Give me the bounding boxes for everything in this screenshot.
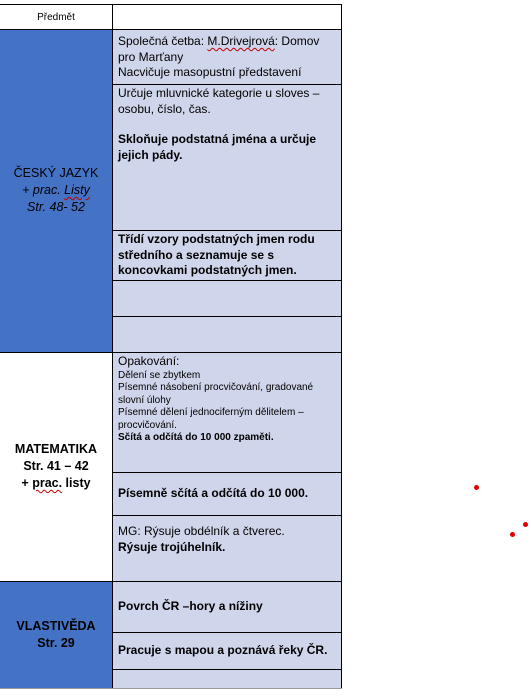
czech-pages: Str. 48- 52 bbox=[27, 200, 85, 214]
czech-worksheets: + prac. Listy bbox=[22, 183, 90, 197]
czech-reading-1: Společná četba: M.Drivejrová: Domov pro Marťany bbox=[118, 34, 320, 64]
red-dot-2 bbox=[523, 522, 528, 527]
history-title: VLASTIVĚDA bbox=[16, 618, 96, 633]
math-geometry-2: Rýsuje trojúhelník. bbox=[118, 539, 226, 554]
czech-nouns: Skloňuje podstatná jména a určuje jejich pády. bbox=[118, 132, 317, 162]
math-review-cell bbox=[112, 352, 341, 472]
red-dot-3 bbox=[510, 532, 515, 537]
red-dot-1 bbox=[474, 485, 479, 490]
math-review-heading: Opakování: bbox=[118, 354, 180, 368]
math-title: MATEMATIKA bbox=[14, 442, 98, 456]
math-review-4: Sčítá a odčítá do 10 000 zpaměti. bbox=[118, 432, 274, 443]
math-geometry-1: MG: Rýsuje obdélník a čtverec. bbox=[118, 524, 285, 538]
math-written-cell bbox=[112, 472, 341, 515]
history-surface-cell bbox=[112, 581, 341, 632]
czech-patterns-cell bbox=[112, 230, 341, 280]
math-worksheets: + prac. listy bbox=[21, 476, 91, 490]
czech-reading-2: Nacvičuje masopustní představení bbox=[118, 65, 302, 79]
czech-empty-cell-1 bbox=[112, 280, 341, 316]
math-review-1: Dělení se zbytkem bbox=[118, 369, 201, 381]
history-map-cell bbox=[112, 632, 341, 669]
history-pages: Str. 29 bbox=[37, 635, 75, 650]
math-review-3: Písemné dělení jednociferným dělitelem – procvičování. bbox=[118, 407, 304, 431]
header-content-cell bbox=[112, 5, 341, 29]
math-subject-cell bbox=[0, 352, 112, 581]
math-pages: Str. 41 – 42 bbox=[23, 459, 89, 473]
czech-title: ČESKÝ JAZYK bbox=[13, 166, 99, 180]
czech-subject-cell bbox=[0, 29, 112, 352]
math-review-2: Písemné násobení procvičování, gradované slovní úlohy bbox=[118, 382, 314, 406]
history-empty-cell bbox=[112, 669, 341, 688]
history-map: Pracuje s mapou a poznává řeky ČR. bbox=[118, 642, 328, 657]
header-subject-label: Předmět bbox=[37, 11, 75, 23]
math-written: Písemně sčítá a odčítá do 10 000. bbox=[118, 485, 309, 500]
header-subject-cell bbox=[0, 5, 112, 29]
history-surface: Povrch ČR –hory a nížiny bbox=[118, 598, 263, 613]
math-geometry-cell bbox=[112, 515, 341, 581]
czech-patterns: Třídí vzory podstatných jmen rodu středního a seznamuje se s koncovkami podstatných jmen. bbox=[118, 232, 315, 277]
czech-reading-cell bbox=[112, 29, 341, 84]
history-subject-cell bbox=[0, 581, 112, 688]
czech-empty-cell-2 bbox=[112, 316, 341, 352]
czech-verbs: Určuje mluvnické kategorie u sloves – osobu, číslo, čas. bbox=[118, 86, 320, 116]
czech-grammar-cell bbox=[112, 84, 341, 230]
